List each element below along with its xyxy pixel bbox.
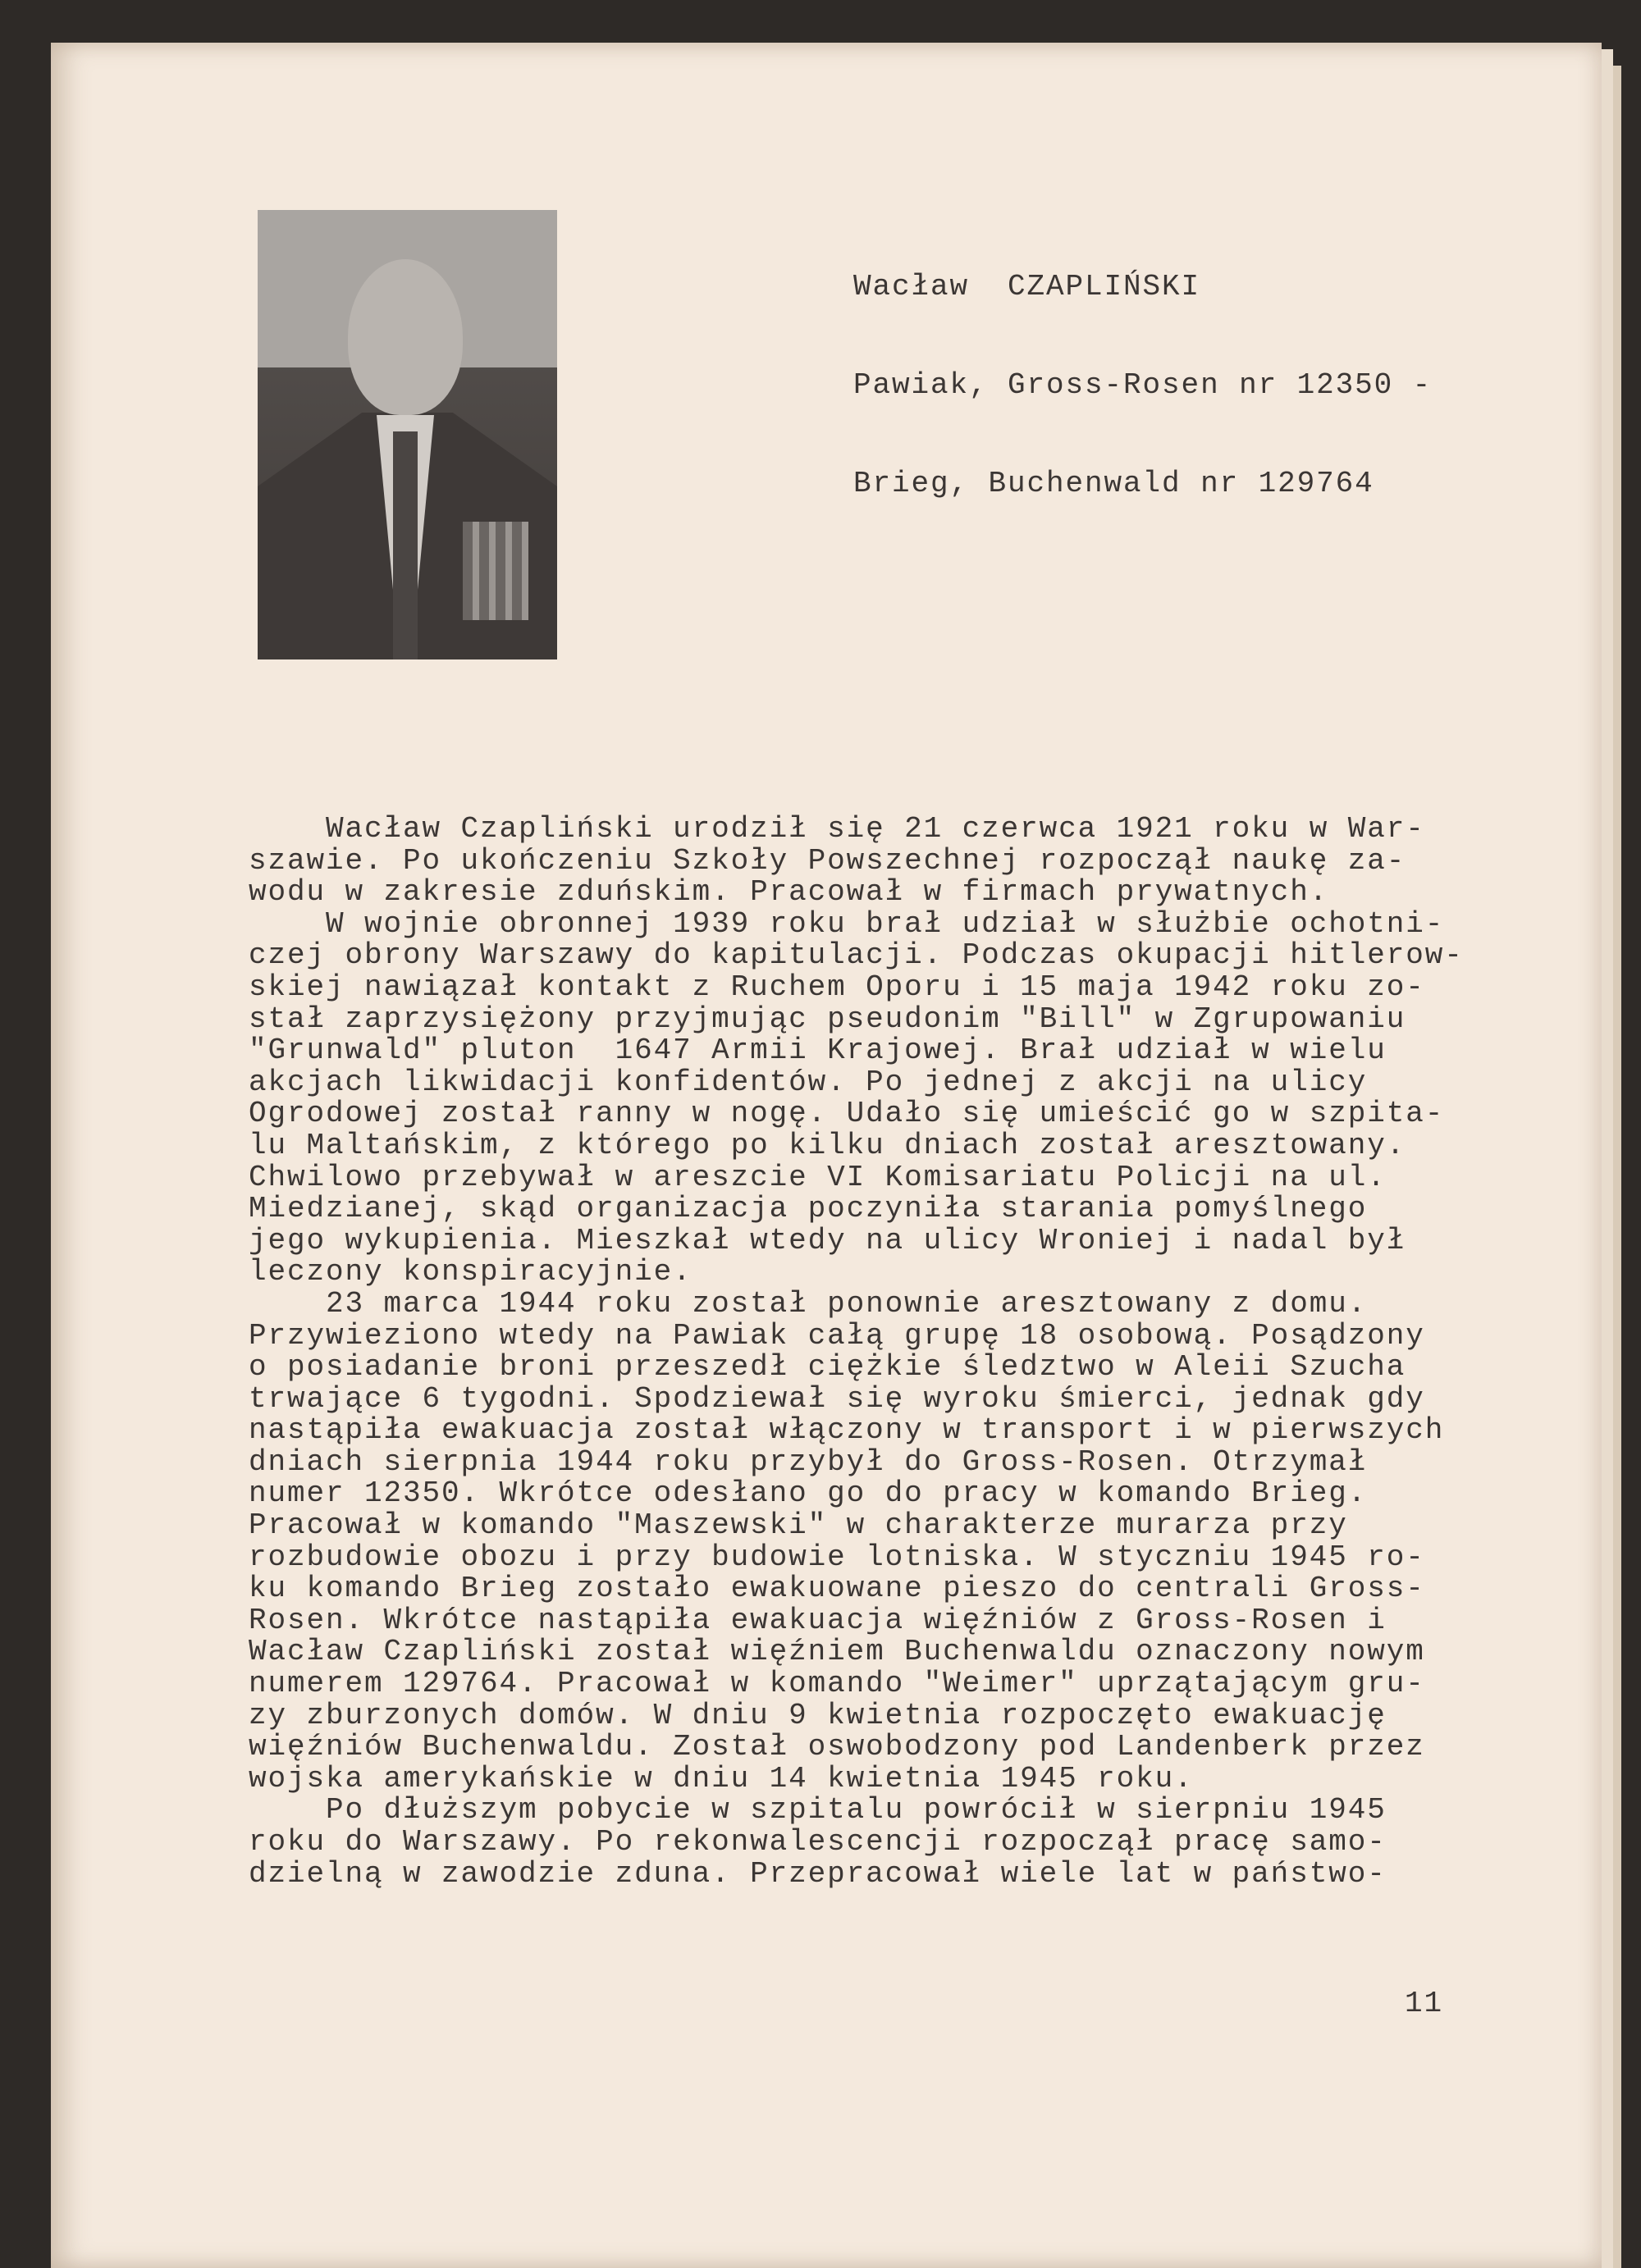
text-line: Pracował w komando "Maszewski" w charakterze murarza przy bbox=[249, 1508, 1348, 1543]
header-camps: Brieg, Buchenwald nr 129764 bbox=[853, 467, 1374, 500]
text-line: Po dłuższym pobycie w szpitalu powrócił w sierpniu 1945 bbox=[249, 1793, 1387, 1828]
text-line: W wojnie obronnej 1939 roku brał udział w służbie ochotni- bbox=[249, 906, 1445, 941]
text-line: czej obrony Warszawy do kapitulacji. Podczas okupacji hitlerow- bbox=[249, 938, 1464, 973]
biography-header bbox=[853, 205, 1432, 533]
text-line: Ogrodowej został ranny w nogę. Udało się umieścić go w szpita- bbox=[249, 1097, 1445, 1131]
text-line: rozbudowie obozu i przy budowie lotniska. W styczniu 1945 ro- bbox=[249, 1540, 1425, 1574]
text-line: "Grunwald" pluton 1647 Armii Krajowej. Brał udział w wielu bbox=[249, 1034, 1387, 1068]
text-line: Wacław Czapliński urodził się 21 czerwca 1921 roku w War- bbox=[249, 812, 1425, 846]
text-line: lu Maltańskim, z którego po kilku dniach został aresztowany. bbox=[249, 1128, 1406, 1162]
text-line: Miedzianej, skąd organizacja poczyniła starania pomyślnego bbox=[249, 1192, 1368, 1226]
text-line: akcjach likwidacji konfidentów. Po jednej z akcji na ulicy bbox=[249, 1065, 1368, 1099]
text-line: trwające 6 tygodni. Spodziewał się wyroku śmierci, jednak gdy bbox=[249, 1381, 1425, 1416]
text-line: 23 marca 1944 roku został ponownie aresztowany z domu. bbox=[249, 1286, 1368, 1321]
text-line: wojska amerykańskie w dniu 14 kwietnia 1945 roku. bbox=[249, 1761, 1194, 1796]
text-line: zy zburzonych domów. W dniu 9 kwietnia rozpoczęto ewakuację bbox=[249, 1698, 1387, 1732]
page-edge bbox=[1613, 66, 1621, 2268]
text-line: Wacław Czapliński został więźniem Buchenwaldu oznaczony nowym bbox=[249, 1635, 1425, 1669]
text-line: Chwilowo przebywał w areszcie VI Komisariatu Policji na ul. bbox=[249, 1160, 1387, 1194]
text-line: numer 12350. Wkrótce odesłano go do pracy w komando Brieg. bbox=[249, 1476, 1368, 1511]
photo-tie bbox=[393, 431, 418, 659]
text-line: leczony konspiracyjnie. bbox=[249, 1255, 693, 1289]
biography-text bbox=[249, 814, 1464, 1890]
text-line: dzielną w zawodzie zduna. Przepracował wiele lat w państwo- bbox=[249, 1856, 1387, 1891]
page-number: 11 bbox=[1405, 1987, 1444, 2020]
text-line: jego wykupienia. Mieszkał wtedy na ulicy Wroniej i nadal był bbox=[249, 1223, 1406, 1257]
text-line: roku do Warszawy. Po rekonwalescencji rozpoczął pracę samo- bbox=[249, 1825, 1387, 1859]
text-line: szawie. Po ukończeniu Szkoły Powszechnej rozpoczął naukę za- bbox=[249, 843, 1406, 878]
text-line: skiej nawiązał kontakt z Ruchem Oporu i 15 maja 1942 roku zo- bbox=[249, 970, 1425, 1004]
text-line: Rosen. Wkrótce nastąpiła ewakuacja więźniów z Gross-Rosen i bbox=[249, 1603, 1387, 1637]
text-line: wodu w zakresie zduńskim. Pracował w firmach prywatnych. bbox=[249, 875, 1329, 910]
photo-face bbox=[348, 259, 463, 415]
text-line: Przywieziono wtedy na Pawiak całą grupę 18 osobową. Posądzony bbox=[249, 1318, 1425, 1353]
header-camps: Pawiak, Gross-Rosen nr 12350 - bbox=[853, 368, 1433, 402]
photo-medals bbox=[463, 522, 528, 620]
page-edge bbox=[1602, 49, 1613, 2268]
text-line: o posiadanie broni przeszedł ciężkie śledztwo w Aleii Szucha bbox=[249, 1350, 1406, 1385]
text-line: więźniów Buchenwaldu. Został oswobodzony pod Landenberk przez bbox=[249, 1730, 1425, 1764]
text-line: dniach sierpnia 1944 roku przybył do Gross-Rosen. Otrzymał bbox=[249, 1444, 1368, 1479]
text-line: nastąpiła ewakuacja został włączony w transport i w pierwszych bbox=[249, 1413, 1445, 1448]
text-line: numerem 129764. Pracował w komando "Weimer" uprzątającym gru- bbox=[249, 1667, 1425, 1701]
portrait-photo bbox=[258, 210, 557, 659]
text-line: ku komando Brieg zostało ewakuowane pieszo do centrali Gross- bbox=[249, 1572, 1425, 1606]
header-name: Wacław CZAPLIŃSKI bbox=[853, 270, 1201, 303]
text-line: stał zaprzysiężony przyjmując pseudonim "Bill" w Zgrupowaniu bbox=[249, 1002, 1406, 1036]
